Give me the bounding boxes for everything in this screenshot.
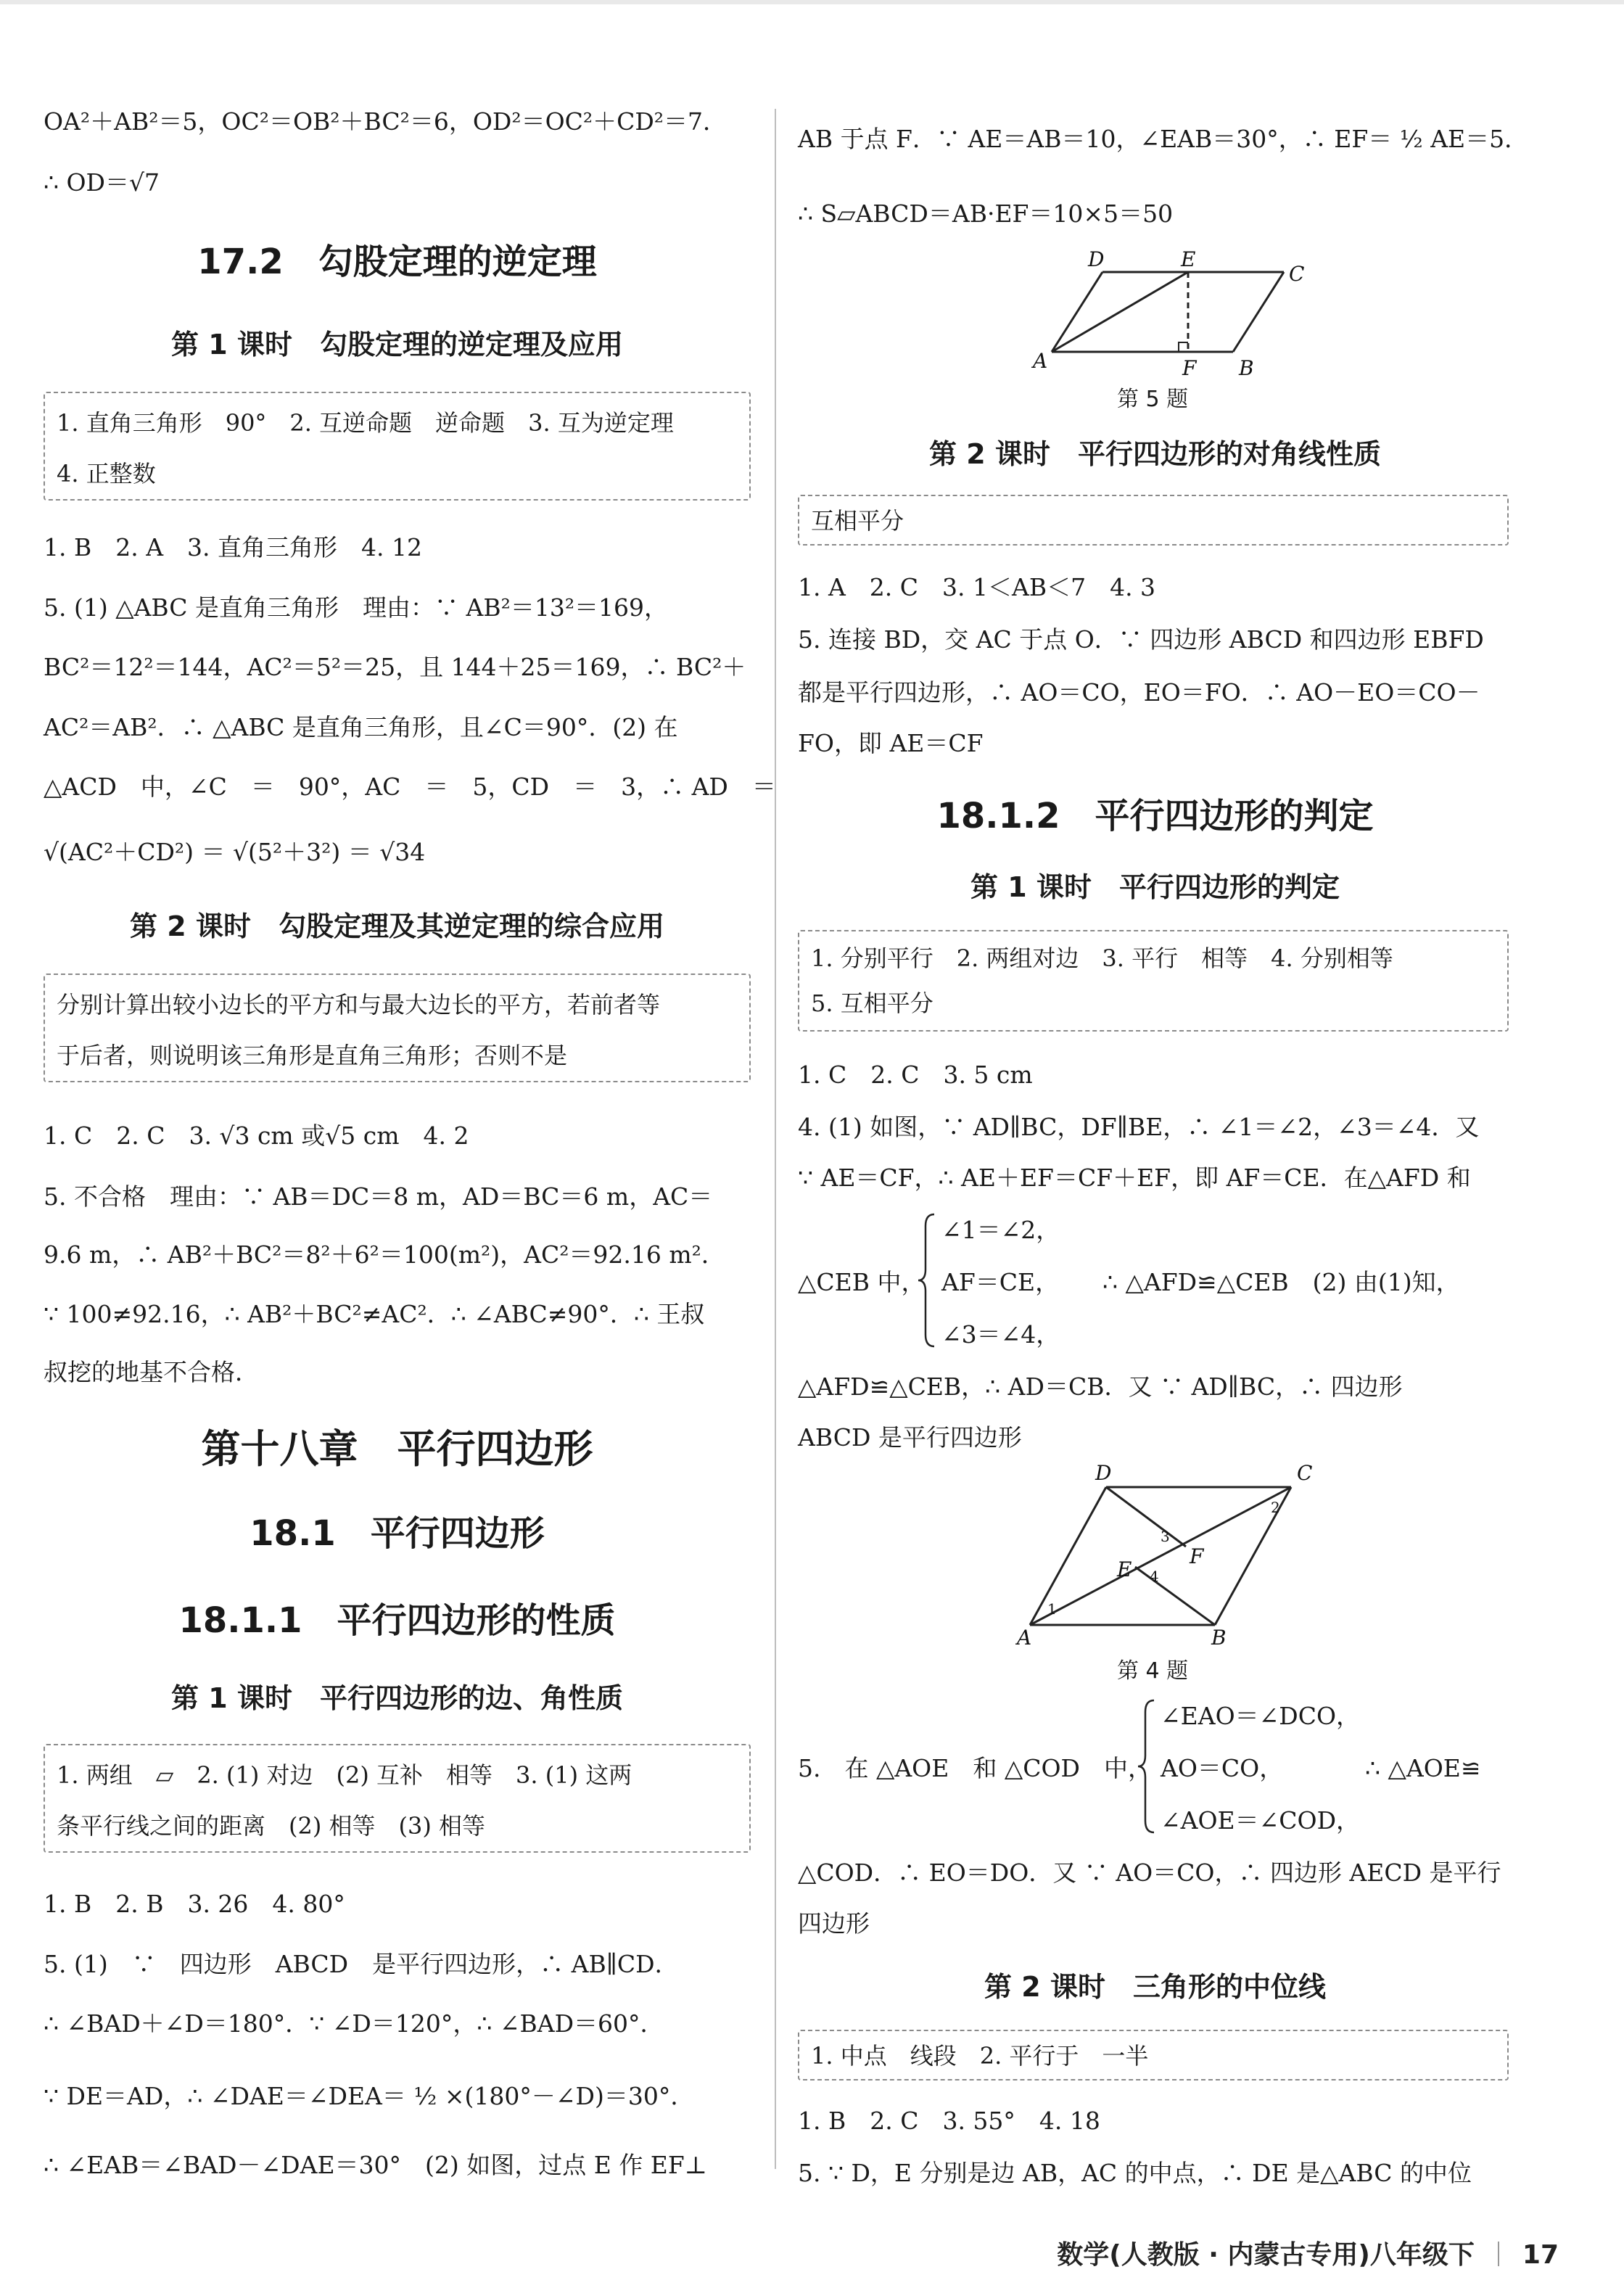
page-number: 17 [1522, 2240, 1559, 2270]
footer-separator [1498, 2242, 1499, 2266]
text-line: 1. A 2. C 3. 1＜AB＜7 4. 3 [798, 573, 1156, 601]
lesson-title: 第 1 课时 平行四边形的判定 [970, 871, 1340, 903]
text-line: 1. B 2. A 3. 直角三角形 4. 12 [44, 533, 422, 561]
fig4-angle-2: 2 [1271, 1499, 1280, 1516]
brace-icon [915, 1211, 937, 1349]
text-line: AC²＝AB²．∴ △ABC 是直角三角形，且∠C＝90°．(2) 在 [44, 713, 678, 741]
fig4-angle-4: 4 [1150, 1568, 1159, 1585]
box-line: 于后者，则说明该三角形是直角三角形；否则不是 [57, 1042, 568, 1069]
fig4-angle-3: 3 [1161, 1528, 1170, 1545]
system-line: ∠3＝∠4， [941, 1320, 1060, 1349]
fig5-label-A: A [1033, 349, 1048, 373]
text-line: 1. B 2. B 3. 26 4. 80° [44, 1890, 345, 1918]
text-line: 5. (1) ∵ 四边形 ABCD 是平行四边形，∴ AB∥CD． [44, 1950, 679, 1978]
box-line: 互相平分 [811, 507, 904, 535]
answer-box [44, 1744, 751, 1853]
section-title: 18.1 平行四边形 [250, 1513, 545, 1554]
box-line: 1. 直角三角形 90° 2. 互逆命题 逆命题 3. 互为逆定理 [57, 409, 674, 437]
text-line: △COD．∴ EO＝DO．又 ∵ AO＝CO，∴ 四边形 AECD 是平行 [798, 1859, 1501, 1887]
system-line: AF＝CE， [941, 1268, 1060, 1296]
text-line: √(AC²＋CD²) ＝ √(5²＋3²) ＝ √34 [44, 838, 426, 866]
answer-box [798, 495, 1509, 546]
text-line: ∴ ∠EAB＝∠BAD－∠DAE＝30° (2) 如图，过点 E 作 EF⊥ [44, 2151, 707, 2179]
text-line: 1. C 2. C 3. √3 cm 或√5 cm 4. 2 [44, 1121, 469, 1150]
text-line: BC²＝12²＝144，AC²＝5²＝25，且 144＋25＝169，∴ BC²＋ [44, 653, 746, 681]
fig4-label-A: A [1017, 1626, 1032, 1650]
fig5-label-B: B [1239, 356, 1254, 380]
text-line: ∴ S▱ABCD＝AB·EF＝10×5＝50 [798, 199, 1174, 228]
column-divider [775, 109, 776, 2169]
text-line: 5. 连接 BD，交 AC 于点 O．∵ 四边形 ABCD 和四边形 EBFD [798, 625, 1484, 654]
page-top-edge [0, 0, 1624, 4]
text-line: 都是平行四边形，∴ AO＝CO，EO＝FO．∴ AO－EO＝CO－ [798, 678, 1480, 707]
answer-box [44, 392, 751, 501]
answer-box [798, 2030, 1509, 2080]
box-line: 1. 两组 ▱ 2. (1) 对边 (2) 互补 相等 3. (1) 这两 [57, 1761, 632, 1789]
text-line: 5. ∵ D，E 分别是边 AB，AC 的中点，∴ DE 是△ABC 的中位 [798, 2159, 1472, 2187]
fig4-label-C: C [1297, 1462, 1313, 1485]
lesson-title: 第 1 课时 平行四边形的边、角性质 [171, 1682, 623, 1714]
text-line: 叔挖的地基不合格． [44, 1358, 259, 1386]
lesson-title: 第 2 课时 勾股定理及其逆定理的综合应用 [130, 910, 664, 942]
fig5-label-D: D [1088, 250, 1105, 271]
fig4-label-D: D [1095, 1462, 1112, 1485]
figure-caption: 第 4 题 [1117, 1658, 1189, 1684]
figure-5-parallelogram [1030, 250, 1335, 388]
text-line: ∵ DE＝AD，∴ ∠DAE＝∠DEA＝ ½ ×(180°－∠D)＝30°． [44, 2082, 695, 2110]
fig5-label-F: F [1182, 356, 1197, 380]
text-line: 4. (1) 如图，∵ AD∥BC，DF∥BE，∴ ∠1＝∠2，∠3＝∠4．又 [798, 1113, 1480, 1141]
text-line: 5. 在 △AOE 和 △COD 中， [798, 1754, 1152, 1782]
text-line: 四边形 [798, 1909, 870, 1938]
system-line: ∠1＝∠2， [941, 1216, 1060, 1244]
page-footer [1057, 2234, 1559, 2271]
lesson-title: 第 2 课时 三角形的中位线 [984, 1971, 1326, 2003]
text-line: FO，即 AE＝CF [798, 729, 984, 757]
text-line: ∵ AE＝CF，∴ AE＋EF＝CF＋EF，即 AF＝CE．在△AFD 和 [798, 1164, 1471, 1192]
chapter-title: 第十八章 平行四边形 [201, 1426, 593, 1472]
fig5-label-C: C [1289, 262, 1305, 286]
fig4-label-B: B [1211, 1626, 1227, 1650]
section-title: 18.1.1 平行四边形的性质 [178, 1600, 616, 1641]
box-line: 1. 分别平行 2. 两组对边 3. 平行 相等 4. 分别相等 [811, 944, 1393, 972]
figure-4-parallelogram [1015, 1462, 1342, 1650]
text-line: 5. 不合格 理由：∵ AB＝DC＝8 m，AD＝BC＝6 m，AC＝ [44, 1182, 713, 1211]
text-line: OA²＋AB²＝5，OC²＝OB²＋BC²＝6，OD²＝OC²＋CD²＝7． [44, 107, 727, 136]
box-line: 1. 中点 线段 2. 平行于 一半 [811, 2042, 1149, 2070]
box-line: 5. 互相平分 [811, 989, 933, 1017]
text-line: ∴ ∠BAD＋∠D＝180°．∵ ∠D＝120°，∴ ∠BAD＝60°． [44, 2009, 664, 2038]
text-line: ∴ △AOE≌ [1365, 1754, 1481, 1782]
fig4-angle-1: 1 [1047, 1600, 1057, 1618]
lesson-title: 第 1 课时 勾股定理的逆定理及应用 [171, 329, 623, 361]
text-line: 1. C 2. C 3. 5 cm [798, 1061, 1033, 1089]
system-line: ∠EAO＝∠DCO， [1161, 1702, 1361, 1730]
figure-caption: 第 5 题 [1117, 387, 1189, 412]
fig4-label-F: F [1190, 1544, 1204, 1568]
fig5-label-E: E [1181, 250, 1196, 271]
system-line: ∠AOE＝∠COD， [1161, 1806, 1361, 1835]
box-line: 条平行线之间的距离 (2) 相等 (3) 相等 [57, 1812, 486, 1840]
answer-box [44, 974, 751, 1082]
box-line: 4. 正整数 [57, 460, 156, 487]
lesson-title: 第 2 课时 平行四边形的对角线性质 [929, 438, 1381, 470]
box-line: 分别计算出较小边长的平方和与最大边长的平方，若前者等 [57, 991, 661, 1018]
text-line: 1. B 2. C 3. 55° 4. 18 [798, 2107, 1100, 2135]
fig4-label-E: E [1117, 1557, 1132, 1581]
text-line: ABCD 是平行四边形 [798, 1423, 1022, 1452]
text-line: △CEB 中， [798, 1268, 926, 1296]
section-title: 18.1.2 平行四边形的判定 [936, 796, 1374, 836]
text-line: 9.6 m，∴ AB²＋BC²＝8²＋6²＝100(m²)，AC²＝92.16 m²． [44, 1240, 725, 1269]
text-line: △ACD 中，∠C ＝ 90°，AC ＝ 5，CD ＝ 3，∴ AD ＝ [44, 773, 776, 801]
text-line: ∴ OD＝√7 [44, 168, 160, 197]
system-line: AO＝CO， [1161, 1754, 1284, 1782]
text-line: 5. (1) △ABC 是直角三角形 理由：∵ AB²＝13²＝169， [44, 593, 669, 622]
text-line: AB 于点 F．∵ AE＝AB＝10，∠EAB＝30°，∴ EF＝ ½ AE＝5． [798, 125, 1529, 153]
text-line: △AFD≌△CEB，∴ AD＝CB．又 ∵ AD∥BC，∴ 四边形 [798, 1372, 1403, 1401]
brace-icon [1135, 1697, 1157, 1835]
section-title: 17.2 勾股定理的逆定理 [197, 242, 597, 282]
text-line: ∵ 100≠92.16，∴ AB²＋BC²≠AC²．∴ ∠ABC≠90°．∴ 王叔 [44, 1300, 705, 1328]
answer-box [798, 930, 1509, 1032]
footer-subject: 数学(人教版 · 内蒙古专用)八年级下 [1057, 2240, 1475, 2270]
text-line: ∴ △AFD≌△CEB (2) 由(1)知， [1102, 1268, 1460, 1296]
